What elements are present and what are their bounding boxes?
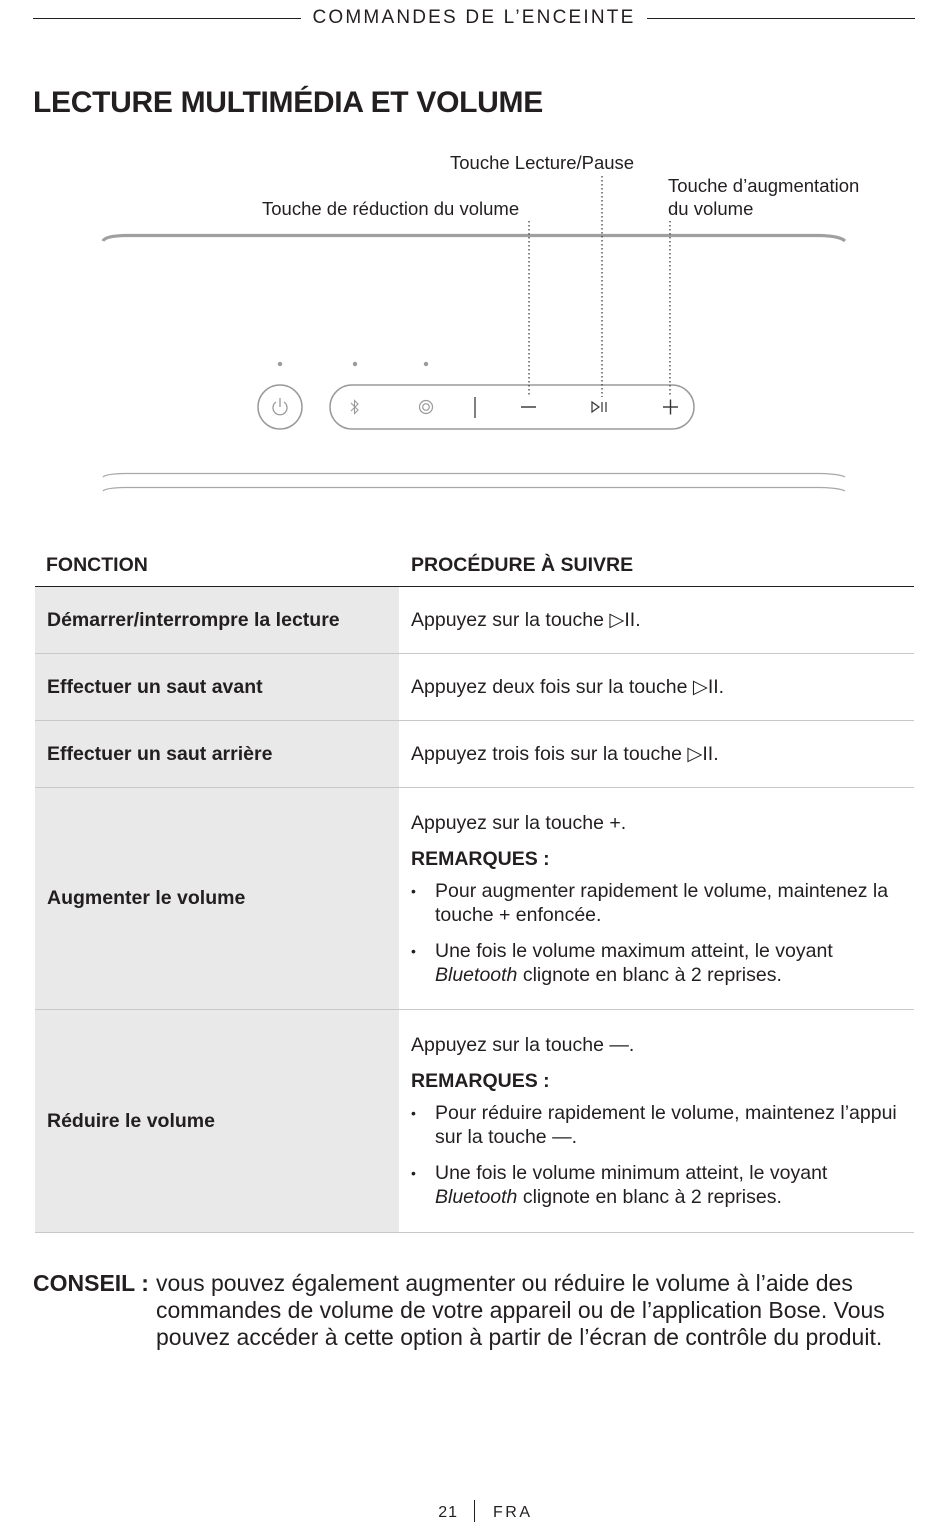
play-pause-callout: Touche Lecture/Pause [450, 152, 635, 173]
function-cell: Réduire le volume [35, 1010, 399, 1232]
remarks-label: REMARQUES : [411, 847, 550, 870]
bluetooth-term: Bluetooth [435, 1186, 518, 1208]
procedure-text: Appuyez trois fois sur la touche ▷II. [411, 743, 719, 765]
procedure-cell [399, 1010, 914, 1232]
multifunction-indicator-light [424, 362, 428, 366]
table-header [35, 548, 914, 587]
function-cell: Démarrer/interrompre la lecture [35, 587, 399, 653]
function-cell: Effectuer un saut avant [35, 654, 399, 720]
page-title: LECTURE MULTIMÉDIA ET VOLUME [33, 86, 543, 119]
header-function: FONCTION [46, 554, 148, 576]
speaker-top-edge [103, 236, 845, 242]
control-bar [330, 385, 694, 429]
procedure-text: Appuyez sur la touche —. [411, 1034, 635, 1056]
procedure-cell [399, 587, 914, 653]
volume-up-callout-line1: Touche d’augmentation [668, 175, 860, 196]
bluetooth-indicator-light [353, 362, 357, 366]
tip-label: CONSEIL : [33, 1270, 149, 1296]
procedure-cell [399, 721, 914, 787]
tip-text: vous pouvez également augmenter ou réduire le volume à l’aide des commandes de volume de votre appareil ou de l’application Bose. Vous pouvez accéder à cette option à partir de l’écran de contrôle du produit. [156, 1270, 885, 1350]
remarks-list [411, 1101, 902, 1209]
procedure-text: Appuyez sur la touche ▷II. [411, 609, 641, 631]
remark-text: Une fois le volume maximum atteint, le voyant [435, 939, 833, 962]
remarks-label: REMARQUES : [411, 1070, 550, 1092]
volume-up-callout-line2: du volume [668, 198, 754, 219]
page-number: 21 [438, 1504, 458, 1521]
page-footer [0, 1500, 950, 1526]
table-row [35, 788, 914, 1010]
speaker-illustration [0, 0, 950, 520]
remark-item: • Pour augmenter rapidement le volume, maintenez la touche + enfoncée. [411, 879, 902, 927]
power-indicator-light [278, 362, 282, 366]
power-button[interactable] [258, 385, 302, 429]
volume-down-callout: Touche de réduction du volume [262, 198, 520, 219]
remarks-list [411, 879, 902, 987]
section-header-label: COMMANDES DE L’ENCEINTE [312, 7, 636, 28]
remark-text: clignote en blanc à 2 reprises. [517, 1186, 782, 1208]
speaker-bottom-edge-2 [103, 488, 845, 492]
language-code: FRA [493, 1504, 533, 1521]
table-row [35, 587, 914, 654]
table-row [35, 721, 914, 788]
footer-divider [474, 1500, 475, 1522]
function-table [35, 548, 914, 1233]
bluetooth-term: Bluetooth [435, 963, 518, 986]
remark-item: • Pour réduire rapidement le volume, maintenez l’appui sur la touche —. [411, 1101, 902, 1149]
volume-up-callout [668, 174, 859, 220]
table-row [35, 1010, 914, 1233]
procedure-text: Appuyez sur la touche +. [411, 811, 627, 834]
function-cell: Augmenter le volume [35, 788, 399, 1009]
remark-text: clignote en blanc à 2 reprises. [517, 963, 782, 986]
table-row [35, 654, 914, 721]
procedure-text: Appuyez deux fois sur la touche ▷II. [411, 676, 725, 698]
remark-item [411, 1161, 902, 1209]
function-cell: Effectuer un saut arrière [35, 721, 399, 787]
header-procedure: PROCÉDURE À SUIVRE [411, 554, 634, 576]
remark-item [411, 939, 902, 987]
remark-text: Une fois le volume minimum atteint, le voyant [435, 1162, 828, 1184]
procedure-cell [399, 788, 914, 1009]
speaker-bottom-edge-1 [103, 474, 845, 478]
procedure-cell [399, 654, 914, 720]
